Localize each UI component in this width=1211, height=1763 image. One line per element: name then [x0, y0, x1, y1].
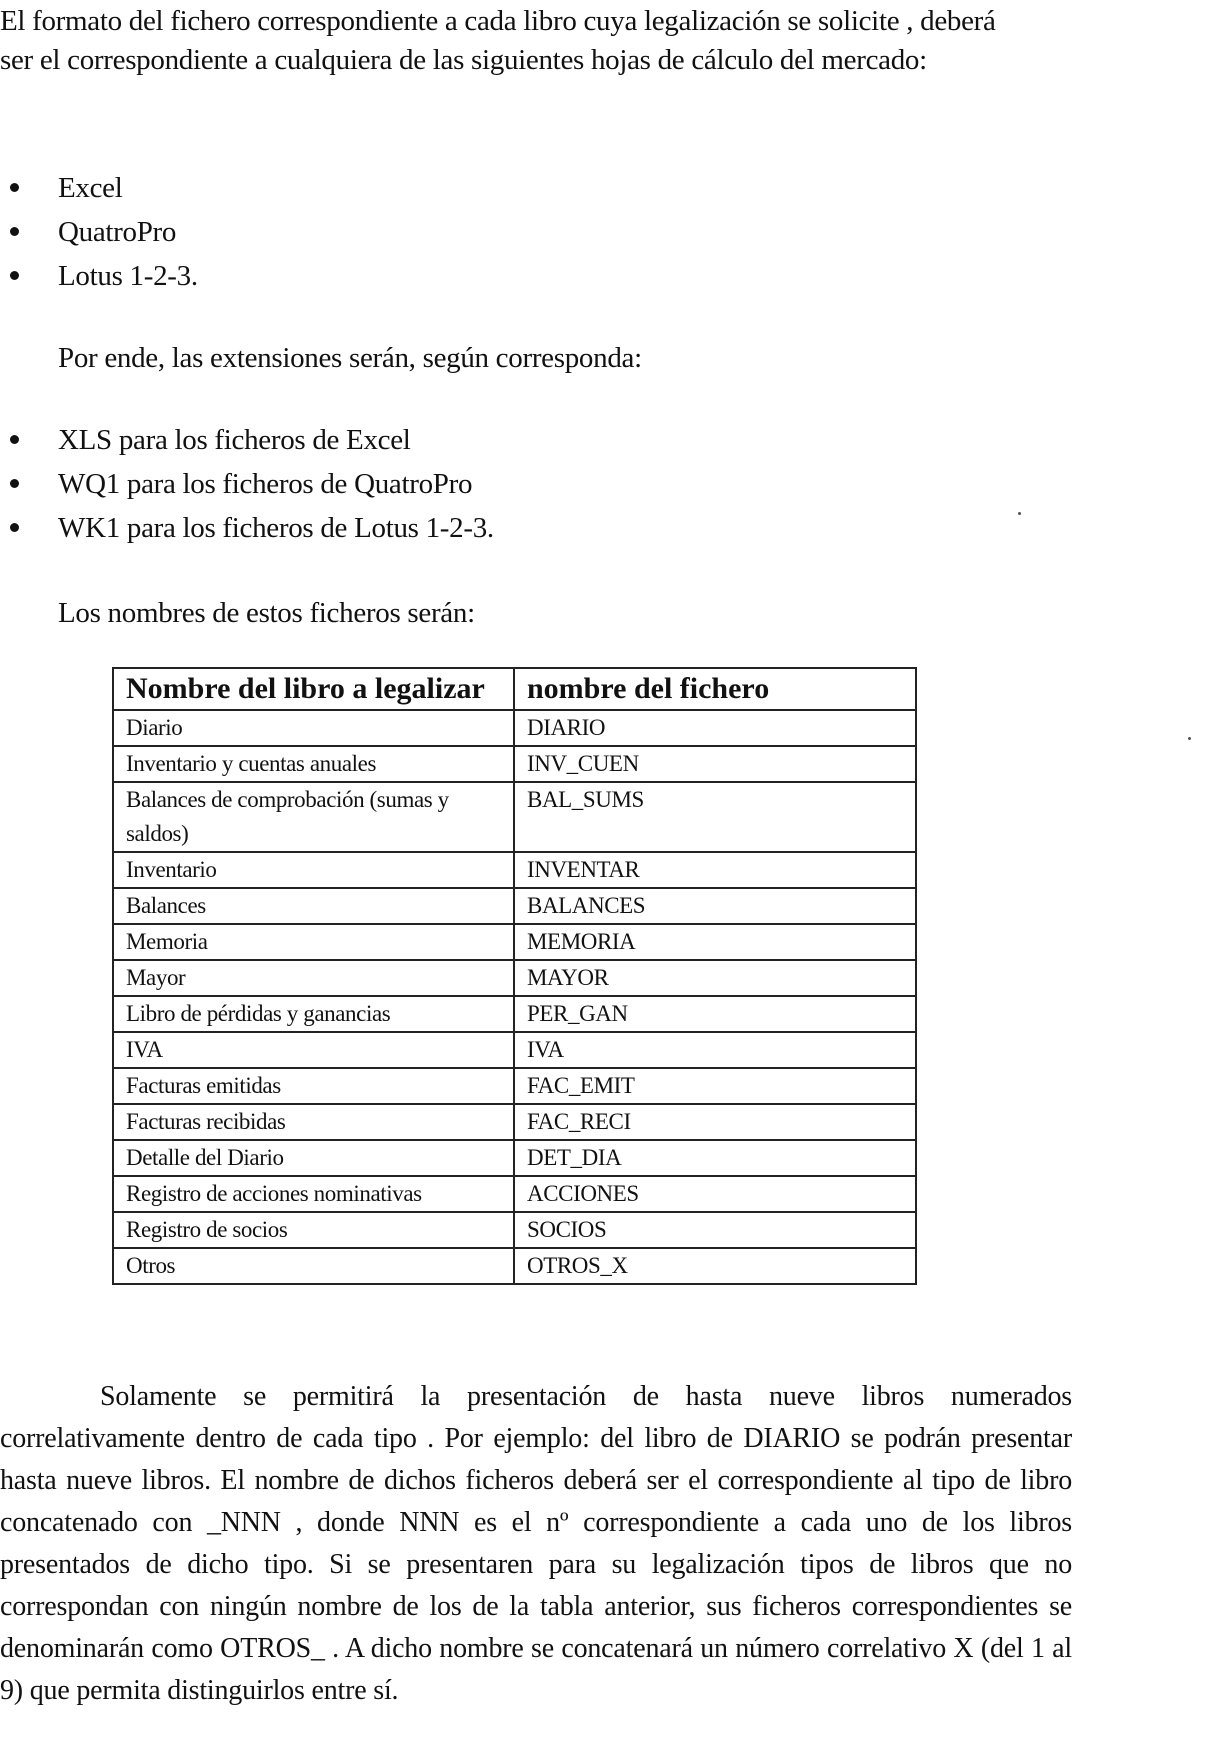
file-cell: INV_CUEN: [514, 746, 916, 782]
column-header-book: Nombre del libro a legalizar: [113, 668, 514, 710]
book-cell: Libro de pérdidas y ganancias: [113, 996, 514, 1032]
book-cell: Facturas recibidas: [113, 1104, 514, 1140]
bullet-icon: [10, 271, 19, 280]
book-cell: Facturas emitidas: [113, 1068, 514, 1104]
book-cell: Registro de socios: [113, 1212, 514, 1248]
book-cell: Inventario y cuentas anuales: [113, 746, 514, 782]
book-cell: Inventario: [113, 852, 514, 888]
table-row: [113, 1248, 916, 1284]
file-names-table: [112, 667, 917, 1285]
table-row: [113, 1104, 916, 1140]
file-cell: MAYOR: [514, 960, 916, 996]
table-header-row: [113, 668, 916, 710]
file-cell: MEMORIA: [514, 924, 916, 960]
scan-speck: [1018, 512, 1021, 515]
bullet-icon: [10, 227, 19, 236]
table-row: [113, 782, 916, 852]
table-row: [113, 996, 916, 1032]
table-row: [113, 960, 916, 996]
file-cell: INVENTAR: [514, 852, 916, 888]
scan-speck: [1188, 737, 1191, 740]
file-cell: ACCIONES: [514, 1176, 916, 1212]
book-cell: Diario: [113, 710, 514, 746]
table-row: [113, 1140, 916, 1176]
book-cell: Balances de comprobación (sumas y saldos): [113, 782, 514, 852]
bullet-icon: [10, 183, 19, 192]
table-row: [113, 1068, 916, 1104]
list-item: WK1 para los ficheros de Lotus 1-2-3.: [0, 506, 494, 550]
file-cell: BALANCES: [514, 888, 916, 924]
list-item: WQ1 para los ficheros de QuatroPro: [0, 462, 494, 506]
book-cell: Registro de acciones nominativas: [113, 1176, 514, 1212]
list-item: QuatroPro: [0, 210, 198, 254]
book-cell: Detalle del Diario: [113, 1140, 514, 1176]
table-row: [113, 888, 916, 924]
book-cell: Otros: [113, 1248, 514, 1284]
file-cell: IVA: [514, 1032, 916, 1068]
table-row: [113, 1176, 916, 1212]
table-row: [113, 1032, 916, 1068]
file-cell: DIARIO: [514, 710, 916, 746]
book-cell: IVA: [113, 1032, 514, 1068]
table-row: [113, 852, 916, 888]
file-cell: FAC_EMIT: [514, 1068, 916, 1104]
extensions-intro: Por ende, las extensiones serán, según corresponda:: [58, 342, 642, 374]
intro-paragraph: El formato del fichero correspondiente a cada libro cuya legalización se solicite , deberá ser el correspondiente a cualquiera de las siguientes hojas de cálculo del mercado:: [0, 5, 996, 76]
program-list: [0, 166, 198, 298]
table-row: [113, 746, 916, 782]
book-cell: Memoria: [113, 924, 514, 960]
bullet-icon: [10, 523, 19, 532]
bullet-icon: [10, 479, 19, 488]
column-header-file: nombre del fichero: [514, 668, 916, 710]
names-intro: Los nombres de estos ficheros serán:: [58, 597, 475, 629]
table-row: [113, 924, 916, 960]
table-row: [113, 710, 916, 746]
extension-list: [0, 418, 494, 550]
file-cell: BAL_SUMS: [514, 782, 916, 852]
file-cell: SOCIOS: [514, 1212, 916, 1248]
file-cell: OTROS_X: [514, 1248, 916, 1284]
list-item: Lotus 1-2-3.: [0, 254, 198, 298]
file-cell: PER_GAN: [514, 996, 916, 1032]
book-cell: Balances: [113, 888, 514, 924]
list-item: Excel: [0, 166, 198, 210]
list-item: XLS para los ficheros de Excel: [0, 418, 494, 462]
book-cell: Mayor: [113, 960, 514, 996]
table-row: [113, 1212, 916, 1248]
file-cell: FAC_RECI: [514, 1104, 916, 1140]
file-cell: DET_DIA: [514, 1140, 916, 1176]
final-paragraph: Solamente se permitirá la presentación de hasta nueve libros numerados correlativamente dentro de cada tipo . Por ejemplo: del libro de DIARIO se podrán presentar hasta nueve libros. El nombre de dichos ficheros deberá ser el correspondiente al tipo de libro concatenado con _NNN , donde NNN es el nº correspondiente a cada uno de los libros presentados de dicho tipo. Si se presentaren para su legalización tipos de libros que no correspondan con ningún nombre de los de la tabla anterior, sus ficheros correspondientes se denominarán como OTROS_ . A dicho nombre se concatenará un número correlativo X (del 1 al 9) que permita distinguirlos entre sí.: [0, 1381, 1072, 1706]
bullet-icon: [10, 435, 19, 444]
